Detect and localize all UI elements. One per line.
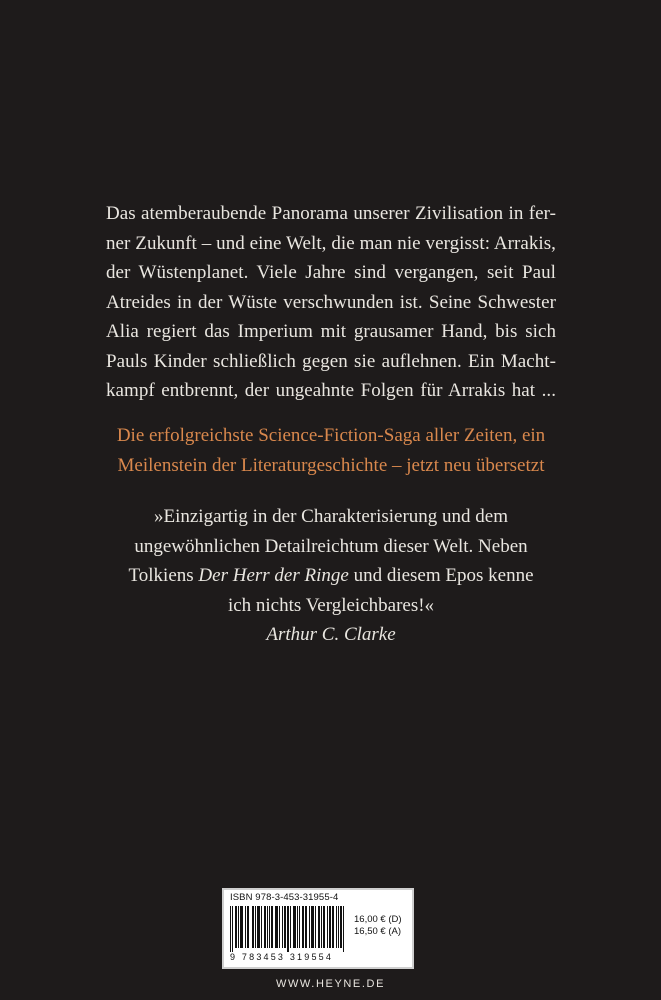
barcode-bar [284, 906, 285, 948]
barcode-bar [269, 906, 270, 948]
barcode-bar [265, 906, 266, 948]
price-austria: 16,50 € (A) [354, 926, 401, 937]
barcode-bar [261, 906, 262, 948]
barcode-bars [230, 906, 348, 952]
barcode-bar [338, 906, 339, 948]
barcode-bar [235, 906, 236, 948]
barcode-bar [315, 906, 316, 948]
blurb-line: der Wüstenplanet. Viele Jahre sind vergangen, seit Paul [106, 262, 556, 283]
barcode-bar [230, 906, 231, 952]
barcode-bar [238, 906, 239, 948]
barcode-bar [309, 906, 310, 948]
barcode-bar [294, 906, 295, 948]
barcode-bar [232, 906, 233, 952]
tagline-line: Die erfolgreichste Science-Fiction-Saga aller Zeiten, ein [116, 425, 546, 446]
barcode-label [222, 888, 414, 969]
barcode-bar [236, 906, 237, 948]
barcode-bar [275, 906, 276, 948]
barcode-bar [242, 906, 243, 948]
quote-author: Arthur C. Clarke [266, 624, 396, 645]
quote-text: Tolkiens [128, 565, 199, 586]
barcode-bar [253, 906, 254, 948]
blurb-line: Das atemberaubende Panorama unserer Zivilisation in fer- [106, 203, 556, 224]
barcode-bar [282, 906, 283, 948]
barcode-bar [340, 906, 341, 948]
barcode-bar [330, 906, 331, 948]
blurb-paragraph [106, 199, 556, 406]
barcode-bar [312, 906, 313, 948]
quote-line: ungewöhnlichen Detailreichtum dieser Welt. Neben [134, 535, 528, 557]
barcode-bar [247, 906, 248, 948]
barcode-bar [285, 906, 286, 948]
barcode-bar [323, 906, 324, 948]
quote-line [106, 561, 556, 591]
barcode-bar [313, 906, 314, 948]
barcode-bar [319, 906, 320, 948]
barcode-bar [271, 906, 272, 948]
barcode-bar [311, 906, 312, 948]
barcode-bar [306, 906, 307, 948]
barcode-bar [343, 906, 344, 952]
price-info [354, 914, 402, 938]
barcode-bar [259, 906, 260, 948]
barcode-bar [327, 906, 328, 948]
tagline [106, 421, 556, 480]
quote-book-title: Der Herr der Ringe [198, 565, 349, 586]
barcode-bar [318, 906, 319, 948]
quote-line: »Einzigartig in der Charakterisierung und dem [153, 506, 509, 527]
barcode-bar [321, 906, 322, 948]
isbn-text: ISBN 978-3-453-31955-4 [230, 892, 339, 903]
barcode-digits: 9 783453 319554 [230, 952, 334, 962]
barcode-bar [290, 906, 291, 948]
barcode-bar [258, 906, 259, 948]
barcode-bar [324, 906, 325, 948]
barcode-bar [336, 906, 337, 948]
barcode-bar [333, 906, 334, 948]
publisher-website: WWW.HEYNE.DE [275, 978, 386, 990]
barcode-bar [303, 906, 304, 948]
barcode-bar [264, 906, 265, 948]
blurb-line: kampf entbrennt, der ungeahnte Folgen für Arrakis hat ... [106, 380, 556, 401]
barcode-bar [272, 906, 273, 948]
barcode-bar [248, 906, 249, 948]
barcode-bar [279, 906, 280, 948]
blurb [106, 199, 556, 406]
barcode-bar [252, 906, 253, 948]
blurb-line: Pauls Kinder schließlich gegen sie auflehnen. Ein Macht- [106, 350, 556, 372]
barcode-bar [293, 906, 294, 948]
barcode-bar [297, 906, 298, 948]
barcode-bar [276, 906, 277, 948]
barcode-bar [277, 906, 278, 948]
barcode-bar [287, 906, 288, 952]
barcode-bar [332, 906, 333, 948]
barcode-bar [257, 906, 258, 948]
blurb-line: ner Zukunft – und eine Welt, die man nie vergisst: Arrakis, [106, 232, 556, 254]
review-quote [106, 502, 556, 650]
quote-text: und diesem Epos kenne [348, 565, 534, 586]
barcode-bar [255, 906, 256, 948]
quote-line: ich nichts Vergleichbares!« [227, 594, 435, 616]
barcode-bar [305, 906, 306, 948]
blurb-line: Atreides in der Wüste verschwunden ist. Seine Schwester [106, 291, 556, 313]
barcode-bar [240, 906, 241, 948]
barcode-bar [241, 906, 242, 948]
barcode-bar [299, 906, 300, 948]
price-germany: 16,00 € (D) [354, 914, 402, 925]
barcode-bar [329, 906, 330, 948]
barcode-bar [341, 906, 342, 948]
barcode-bar [302, 906, 303, 948]
tagline-line: Meilenstein der Literaturgeschichte – jetzt neu übersetzt [117, 454, 545, 476]
barcode-bar [295, 906, 296, 948]
blurb-line: Alia regiert das Imperium mit grausamer Hand, bis sich [106, 321, 556, 342]
barcode-bar [245, 906, 246, 948]
barcode-bar [288, 906, 289, 952]
barcode-bar [267, 906, 268, 948]
